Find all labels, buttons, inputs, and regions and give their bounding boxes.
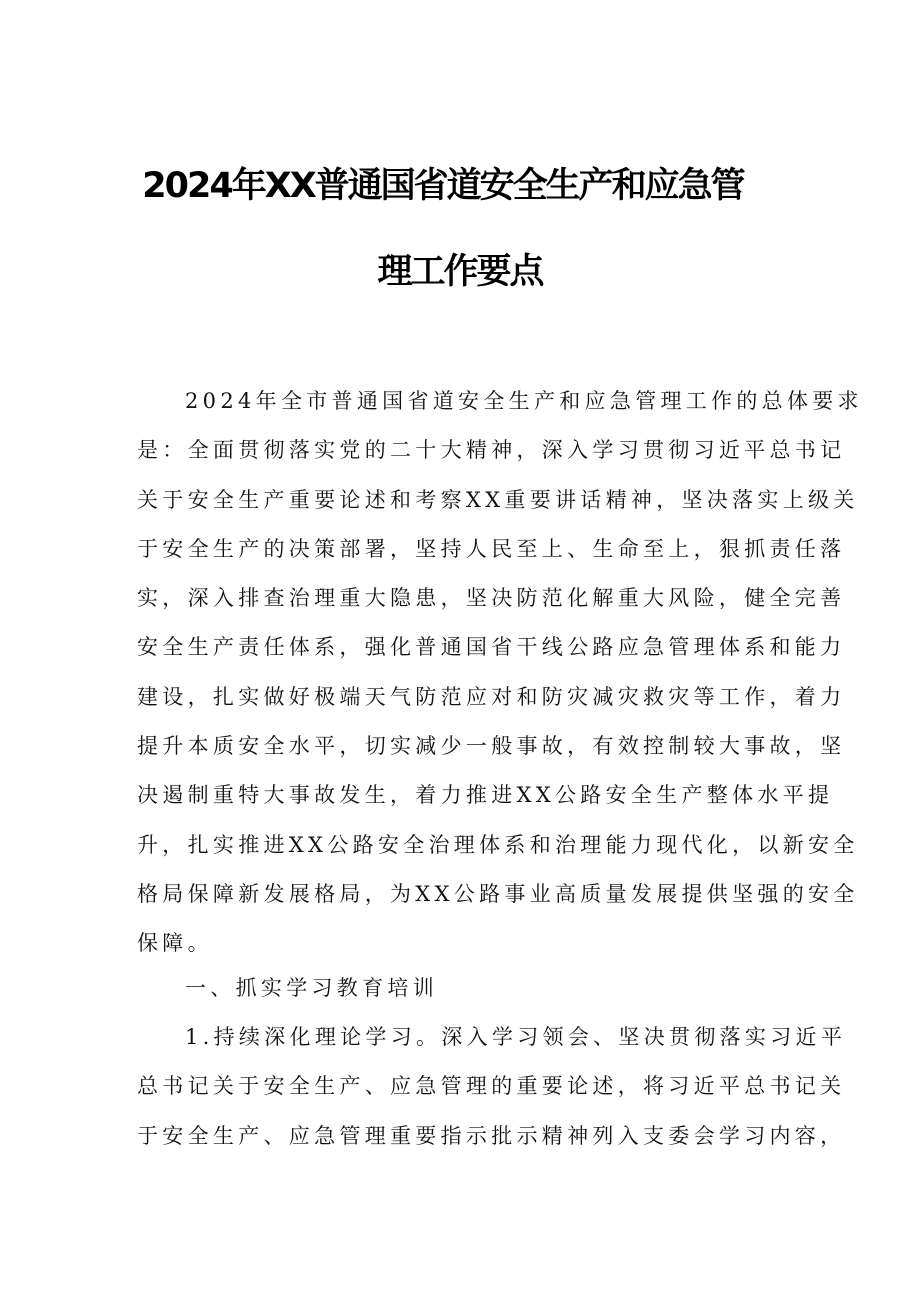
paragraph-line: 于安全生产、应急管理重要指示批示精神列入支委会学习内容， — [137, 1123, 846, 1148]
paragraph-line: 升，扎实推进XX公路安全治理体系和治理能力现代化，以新安全 — [137, 832, 859, 857]
document-title-line-2: 理工作要点 — [377, 252, 543, 292]
section-heading-text: 一、抓实学习教育培训 — [185, 976, 438, 1000]
paragraph-line: 关于安全生产重要论述和考察XX重要讲话精神，坚决落实上级关 — [137, 487, 859, 512]
paragraph-line: 建设，扎实做好极端天气防范应对和防灾减灾救灾等工作，着力 — [137, 684, 846, 709]
paragraph-line: 总书记关于安全生产、应急管理的重要论述，将习近平总书记关 — [137, 1074, 846, 1099]
section-heading-1 — [137, 964, 787, 1013]
paragraph-line: 格局保障新发展格局，为XX公路事业高质量发展提供坚强的安全 — [137, 881, 859, 906]
paragraph-line: 2024年全市普通国省道安全生产和应急管理工作的总体要求 — [185, 389, 863, 413]
paragraph-line: 于安全生产的决策部署，坚持人民至上、生命至上，狠抓责任落 — [137, 536, 846, 561]
paragraph-line: 决遏制重特大事故发生，着力推进XX公路安全生产整体水平提 — [137, 783, 834, 808]
paragraph-line: 保障。 — [137, 931, 213, 956]
paragraph-line: 安全生产责任体系，强化普通国省干线公路应急管理体系和能力 — [137, 635, 846, 660]
paragraph-line: 1.持续深化理论学习。深入学习领会、坚决贯彻落实习近平 — [185, 1025, 847, 1049]
paragraph-theory-study — [137, 1013, 847, 1161]
paragraph-overall-requirements — [137, 377, 863, 969]
paragraph-line: 是：全面贯彻落实党的二十大精神，深入学习贯彻习近平总书记 — [137, 438, 846, 463]
paragraph-line: 实，深入排查治理重大隐患，坚决防范化解重大风险，健全完善 — [137, 586, 846, 611]
document-title-line-1: 2024年XX普通国省道安全生产和应急管 — [142, 166, 744, 206]
paragraph-line: 提升本质安全水平，切实减少一般事故，有效控制较大事故，坚 — [137, 734, 846, 759]
